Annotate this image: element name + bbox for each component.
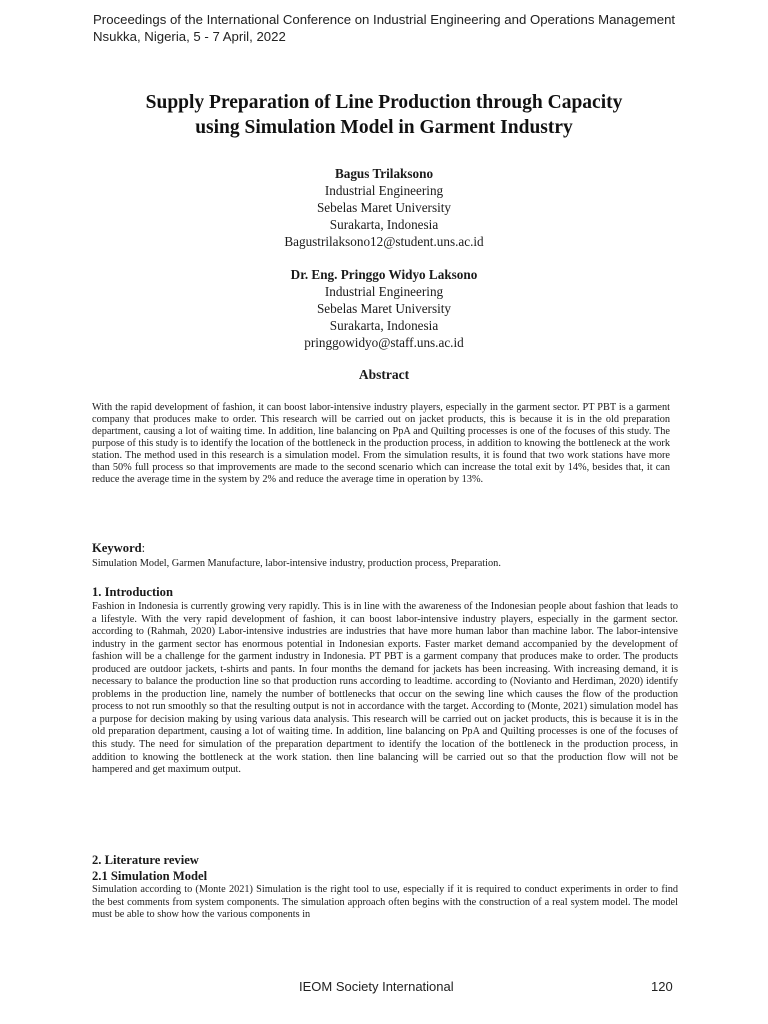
footer-society: IEOM Society International xyxy=(299,979,454,994)
keyword-list: Simulation Model, Garmen Manufacture, labor-intensive industry, production process, Preparation. xyxy=(92,558,501,569)
author-department: Industrial Engineering xyxy=(324,183,444,198)
author-block-1 xyxy=(184,165,584,250)
section-literature-heading: 2. Literature review xyxy=(92,853,199,867)
keyword-heading xyxy=(92,541,145,556)
title-line-1: Supply Preparation of Line Production through Capacity xyxy=(145,92,623,113)
author-block-2 xyxy=(184,266,584,351)
author-email[interactable]: Bagustrilaksono12@student.uns.ac.id xyxy=(284,234,484,249)
abstract-heading: Abstract xyxy=(358,367,410,382)
section-introduction-heading: 1. Introduction xyxy=(92,585,173,599)
author-name: Dr. Eng. Pringgo Widyo Laksono xyxy=(290,267,478,282)
title-line-2: using Simulation Model in Garment Industry xyxy=(195,117,573,138)
header-location-date: Nsukka, Nigeria, 5 - 7 April, 2022 xyxy=(93,29,286,44)
introduction-text: Fashion in Indonesia is currently growing very rapidly. This is in line with the awareness of the Indonesian people about fashion that leads to a lifestyle. With the very rapid development of fashion, it can boost labor-intensive industry players, especially in the garment sector. according to (Rahmah, 2020) Labor-intensive industries are industries that have more human labor than machine labor. The labor-intensive industry in the garment sector has enormous potential in Indonesian exports. Faster market demand accompanied by the development of fashion will be a challenge for the garment industry in Indonesia. PT PBT is a garment company that produces make to order. The products produced are outdoor jackets, t-shirts and pants. In four months the demand for jackets has been increasing. With increasing demand, it is necessary to balance the production line so that production runs according to leadtime. according to (Novianto and Herdiman, 2020) identify problems in the production line, namely the number of bottlenecks that occur on the sewing line which causes the flow of the production process to not run smoothly so that the resulting output is not in accordance with the target. According to (Monte, 2021) simulation model has a purpose for decision making by using various data analysis. This research will be carried out on jacket products, this is because it is in the old preparation department, causing a lot of waiting time. In addition, line balancing on PpA and Quilting processes is one of the focuses of this study. The need for simulation of the preparation department to identify the location of the bottleneck in the production process, in addition to knowing the bottleneck at the work station. then line balancing will be carried out so that the production flow will not be hampered and get maximum output. xyxy=(92,601,678,776)
author-name: Bagus Trilaksono xyxy=(334,166,434,181)
page-number: 120 xyxy=(651,979,673,994)
simulation-model-text: Simulation according to (Monte 2021) Simulation is the right tool to use, especially if it is required to conduct experiments in order to find the best comments from system components. The simulation approach often begins with the construction of a real system model. The model must be able to show how the various components in xyxy=(92,884,678,921)
author-department: Industrial Engineering xyxy=(324,284,444,299)
author-city: Surakarta, Indonesia xyxy=(329,318,439,333)
header-conference: Proceedings of the International Conference on Industrial Engineering and Operations Management xyxy=(93,12,676,27)
subsection-simulation-model-heading: 2.1 Simulation Model xyxy=(92,869,208,883)
abstract-text: With the rapid development of fashion, it can boost labor-intensive industry players, especially in the garment sector. PT PBT is a garment company that produces make to order. This research will be carried out on jacket products, this is because it is in the old preparation department, causing a lot of waiting time. In addition, line balancing on PpA and Quilting processes is one of the focuses of this study. The purpose of this study is to identify the location of the bottleneck in the production process, in addition to knowing the bottleneck at the work station. The method used in this research is a simulation model. From the simulation results, it is found that two work stations have more than 50% full process so that improvements are made to the second scenario which can increase the total exit by 14%, besides that, it can reduce the average time in the system by 2% and reduce the average time in operation by 13%. xyxy=(92,402,670,485)
author-university: Sebelas Maret University xyxy=(316,301,452,316)
keyword-colon: : xyxy=(141,541,146,555)
author-university: Sebelas Maret University xyxy=(316,200,452,215)
author-city: Surakarta, Indonesia xyxy=(329,217,439,232)
running-header xyxy=(93,11,675,45)
keyword-label: Keyword xyxy=(92,541,142,555)
paper-title xyxy=(60,90,708,140)
author-email[interactable]: pringgowidyo@staff.uns.ac.id xyxy=(304,335,464,350)
